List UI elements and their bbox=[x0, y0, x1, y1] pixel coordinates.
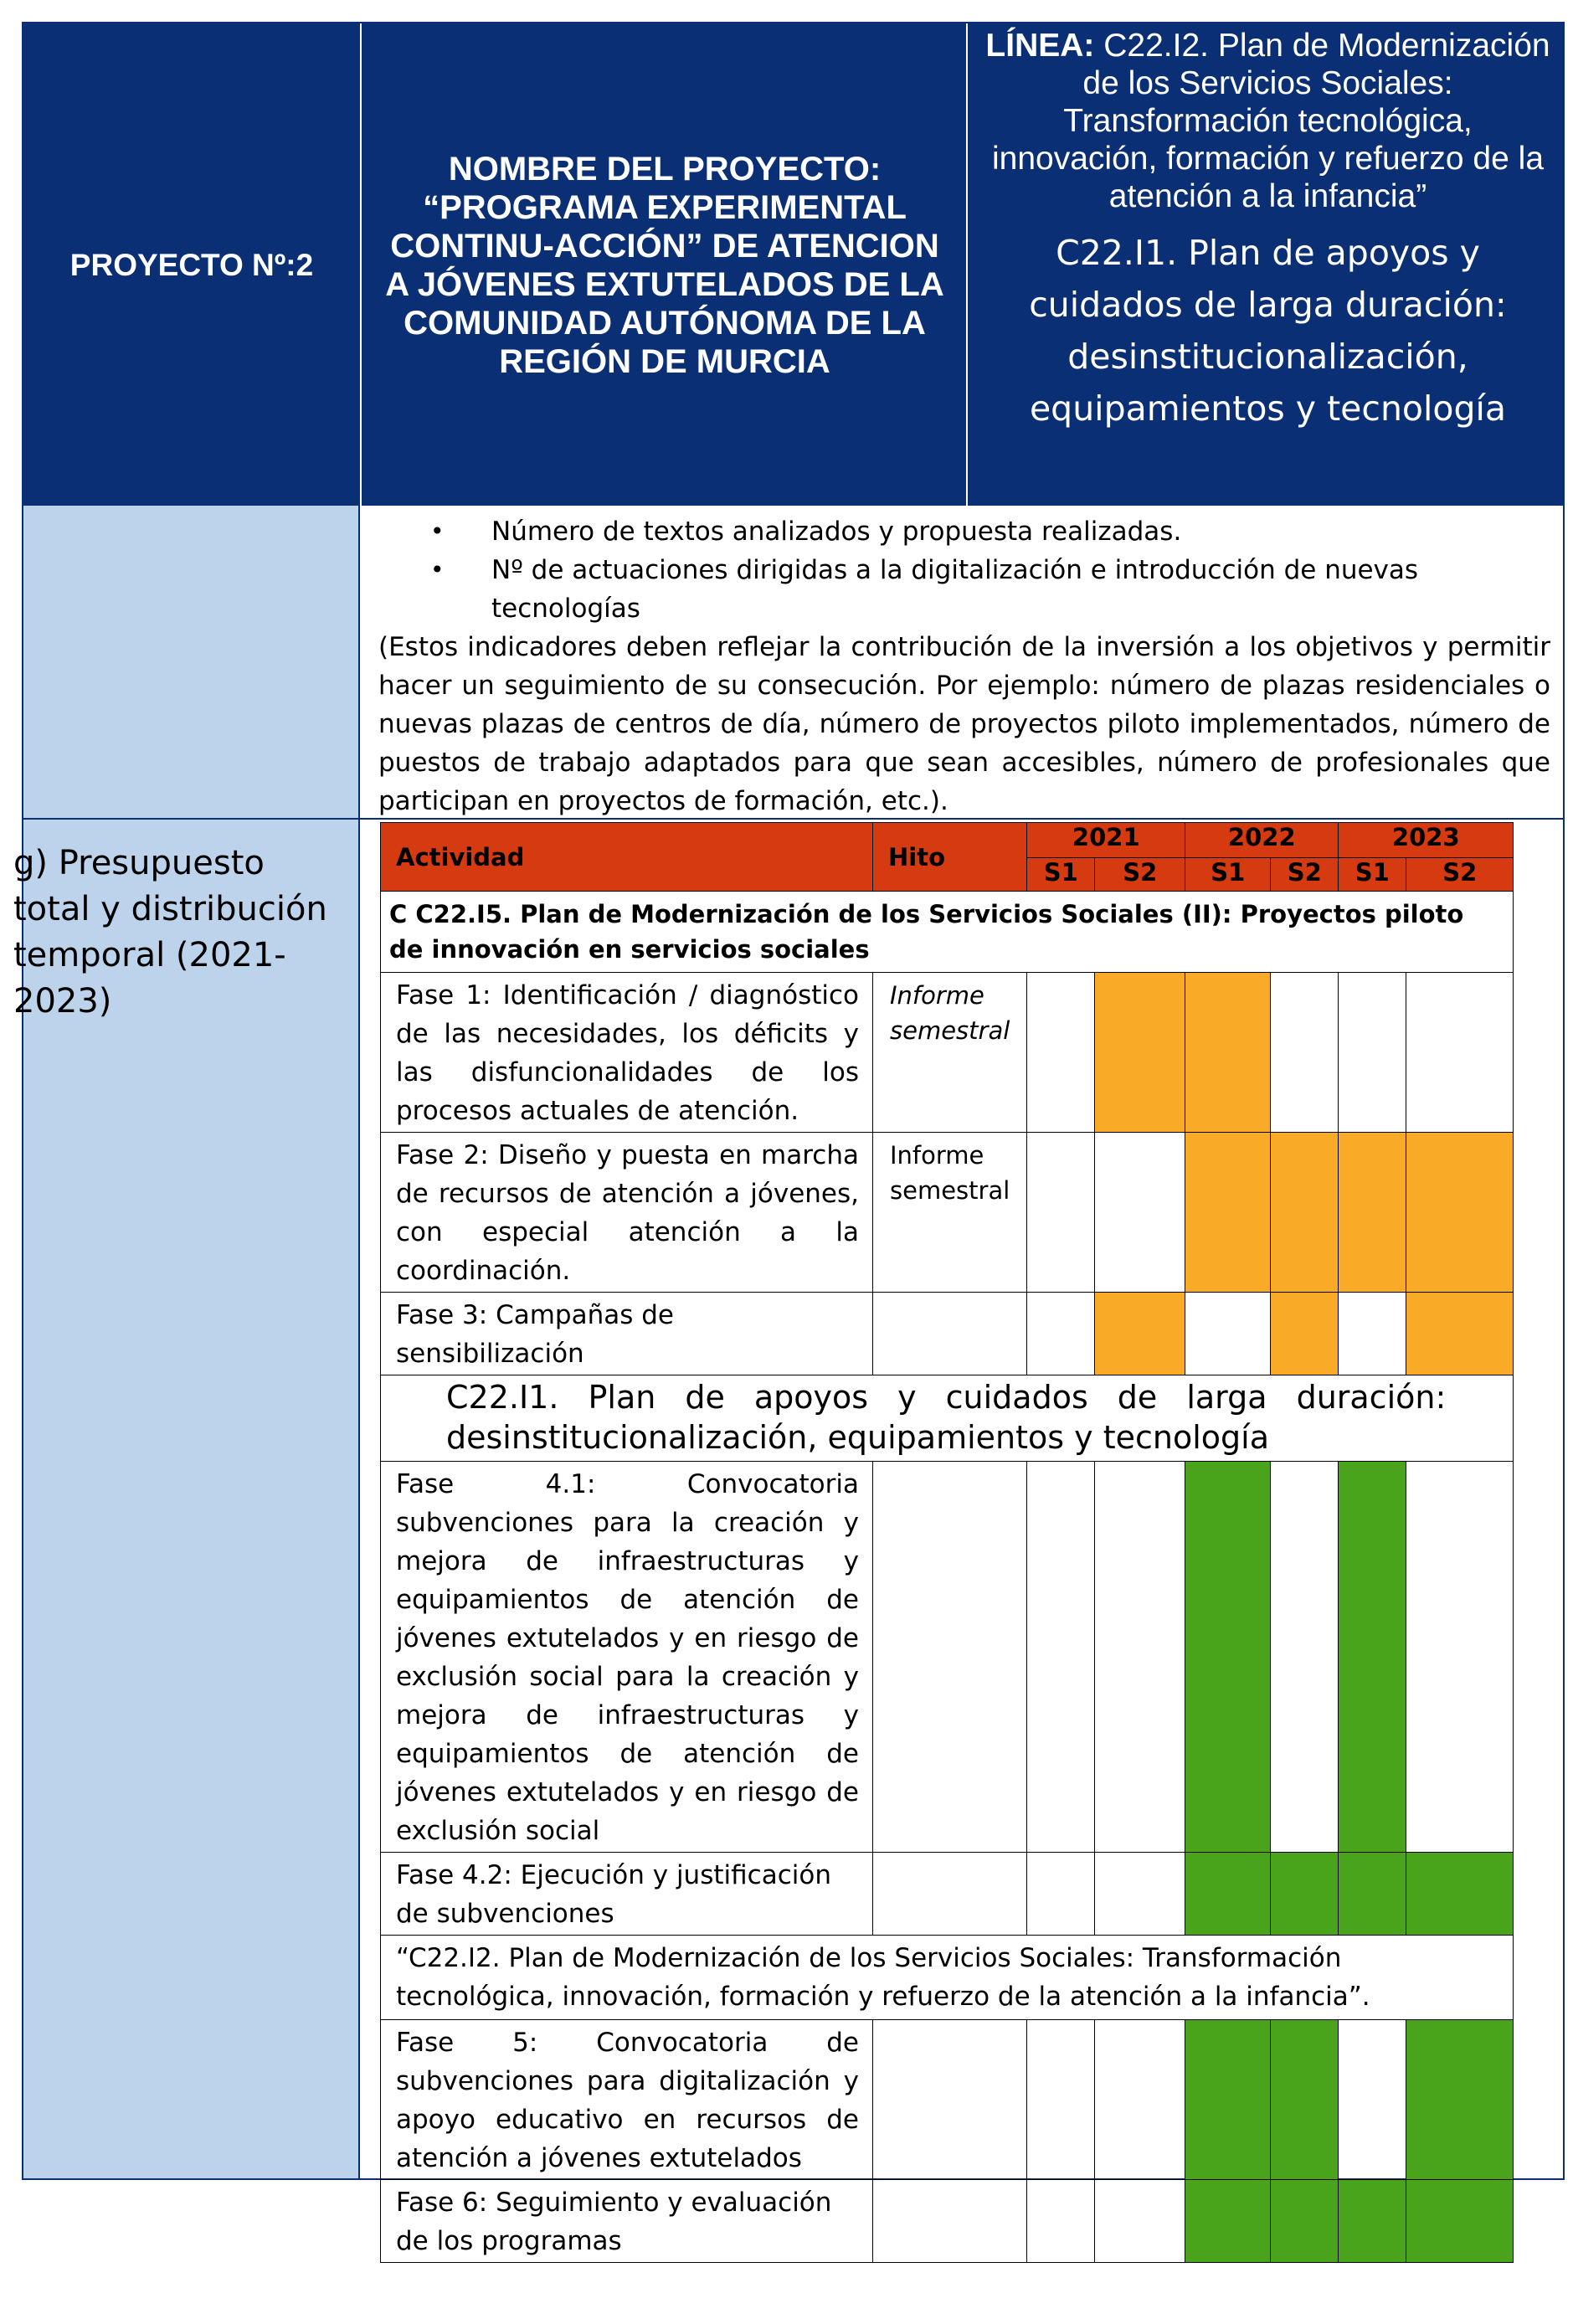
indicator-item: • Nº de actuaciones dirigidas a la digitalización e introducción de nuevas tecnologías bbox=[378, 551, 1550, 628]
semester-cell bbox=[1339, 2180, 1406, 2263]
semester-cell bbox=[1406, 1133, 1514, 1293]
semester-cell bbox=[1406, 1462, 1514, 1853]
semester-cell bbox=[1027, 1133, 1095, 1293]
phase-row bbox=[381, 1462, 1514, 1853]
semester-cell bbox=[1339, 1133, 1406, 1293]
semester-cell bbox=[1095, 1293, 1185, 1375]
semester-cell bbox=[1271, 1462, 1339, 1853]
semester-header: S2 bbox=[1406, 858, 1514, 892]
phase-row bbox=[381, 973, 1514, 1133]
project-name: NOMBRE DEL PROYECTO: “PROGRAMA EXPERIMENTAL CONTINU-ACCIÓN” DE ATENCION A JÓVENES EXTUTELADOS DE LA COMUNIDAD AUTÓNOMA DE LA REGIÓN DE MURCIA bbox=[363, 23, 968, 507]
linea-description: C22.I2. Plan de Modernización de los Servicios Sociales: Transformación tecnológica, innovación, formación y refuerzo de la atención a la infancia” bbox=[991, 28, 1550, 214]
phase-label: Fase 4.1: Convocatoria subvenciones para la creación y mejora de infraestructuras y equipamientos de atención de jóvenes extutelados y en riesgo de exclusión social para la creación y mejora de infraestructuras y equipamientos de atención de jóvenes extutelados y en riesgo de exclusión social bbox=[381, 1462, 873, 1853]
label-column bbox=[22, 506, 360, 2180]
phase-milestone: Informe semestral bbox=[873, 973, 1027, 1133]
semester-header: S1 bbox=[1185, 858, 1271, 892]
gantt-table bbox=[380, 822, 1514, 2263]
section-row: “C22.I2. Plan de Modernización de los Servicios Sociales: Transformación tecnológica, innovación, formación y refuerzo de la atención a la infancia”. bbox=[381, 1936, 1514, 2020]
semester-cell bbox=[1185, 1293, 1271, 1375]
semester-cell bbox=[1095, 1853, 1185, 1936]
phase-label: Fase 5: Convocatoria de subvenciones para digitalización y apoyo educativo en recursos de atención a jóvenes extutelados bbox=[381, 2020, 873, 2180]
linea-label: LÍNEA: bbox=[985, 28, 1095, 64]
year-header: 2022 bbox=[1185, 823, 1339, 858]
project-number: PROYECTO Nº:2 bbox=[23, 23, 362, 507]
semester-cell bbox=[1185, 1462, 1271, 1853]
semester-cell bbox=[1095, 2180, 1185, 2263]
phase-label: Fase 2: Diseño y puesta en marcha de recursos de atención a jóvenes, con especial atención a la coordinación. bbox=[381, 1133, 873, 1293]
phase-row bbox=[381, 1293, 1514, 1375]
phase-label: Fase 3: Campañas de sensibilización bbox=[381, 1293, 873, 1375]
semester-cell bbox=[1185, 973, 1271, 1133]
section-row: C22.I1. Plan de apoyos y cuidados de larga duración: desinstitucionalización, equipamientos y tecnología bbox=[381, 1375, 1514, 1462]
year-header: 2023 bbox=[1339, 823, 1514, 858]
semester-header: S1 bbox=[1027, 858, 1095, 892]
col-header-hito: Hito bbox=[873, 823, 1027, 892]
indicators-list bbox=[378, 512, 1550, 628]
col-header-actividad: Actividad bbox=[381, 823, 873, 892]
semester-cell bbox=[1271, 2020, 1339, 2180]
semester-cell bbox=[1271, 2180, 1339, 2263]
semester-cell bbox=[1339, 1462, 1406, 1853]
phase-row bbox=[381, 1853, 1514, 1936]
linea-text bbox=[984, 27, 1551, 215]
semester-cell bbox=[1095, 1462, 1185, 1853]
semester-cell bbox=[1185, 2180, 1271, 2263]
phase-label: Fase 4.2: Ejecución y justificación de subvenciones bbox=[381, 1853, 873, 1936]
semester-cell bbox=[1339, 2020, 1406, 2180]
semester-cell bbox=[1027, 973, 1095, 1133]
semester-header: S1 bbox=[1339, 858, 1406, 892]
semester-cell bbox=[1339, 973, 1406, 1133]
section-row: C C22.I5. Plan de Modernización de los Servicios Sociales (II): Proyectos piloto de innovación en servicios sociales bbox=[381, 892, 1514, 973]
semester-cell bbox=[1339, 1293, 1406, 1375]
semester-cell bbox=[1406, 1293, 1514, 1375]
semester-cell bbox=[1271, 1133, 1339, 1293]
semester-header: S2 bbox=[1095, 858, 1185, 892]
semester-cell bbox=[1185, 1133, 1271, 1293]
project-line bbox=[969, 23, 1566, 507]
semester-cell bbox=[1095, 973, 1185, 1133]
semester-cell bbox=[1406, 2020, 1514, 2180]
phase-milestone bbox=[873, 1293, 1027, 1375]
phase-label: Fase 6: Seguimiento y evaluación de los programas bbox=[381, 2180, 873, 2263]
semester-cell bbox=[1095, 1133, 1185, 1293]
semester-header: S2 bbox=[1271, 858, 1339, 892]
indicator-item: • Número de textos analizados y propuesta realizadas. bbox=[378, 512, 1550, 551]
semester-cell bbox=[1271, 1293, 1339, 1375]
semester-cell bbox=[1027, 1853, 1095, 1936]
phase-label: Fase 1: Identificación / diagnóstico de las necesidades, los déficits y las disfuncionalidades de los procesos actuales de atención. bbox=[381, 973, 873, 1133]
semester-cell bbox=[1406, 973, 1514, 1133]
project-header bbox=[22, 22, 1565, 506]
phase-row bbox=[381, 2020, 1514, 2180]
plan-text: C22.I1. Plan de apoyos y cuidados de larga duración: desinstitucionalización, equipamientos y tecnología bbox=[1029, 233, 1507, 429]
year-header: 2021 bbox=[1027, 823, 1185, 858]
indicators-block bbox=[378, 512, 1550, 820]
semester-cell bbox=[1339, 1853, 1406, 1936]
phase-milestone bbox=[873, 2180, 1027, 2263]
semester-cell bbox=[1027, 1462, 1095, 1853]
phase-row bbox=[381, 1133, 1514, 1293]
semester-cell bbox=[1271, 973, 1339, 1133]
semester-cell bbox=[1406, 1853, 1514, 1936]
section-g-label: g) Presupuesto total y distribución temporal (2021-2023) bbox=[13, 844, 327, 1021]
semester-cell bbox=[1027, 1293, 1095, 1375]
semester-cell bbox=[1027, 2180, 1095, 2263]
semester-cell bbox=[1406, 2180, 1514, 2263]
phase-milestone bbox=[873, 1853, 1027, 1936]
semester-cell bbox=[1095, 2020, 1185, 2180]
phase-milestone bbox=[873, 1462, 1027, 1853]
semester-cell bbox=[1185, 1853, 1271, 1936]
semester-cell bbox=[1185, 2020, 1271, 2180]
indicators-note: (Estos indicadores deben reflejar la contribución de la inversión a los objetivos y permitir hacer un seguimiento de su consecución. Por ejemplo: número de plazas residenciales o nuevas plazas de centros de día, número de proyectos piloto implementados, número de puestos de trabajo adaptados para que sean accesibles, número de profesionales que participan en proyectos de formación, etc.). bbox=[378, 632, 1550, 816]
phase-row bbox=[381, 2180, 1514, 2263]
semester-cell bbox=[1027, 2020, 1095, 2180]
semester-cell bbox=[1271, 1853, 1339, 1936]
phase-milestone: Informe semestral bbox=[873, 1133, 1027, 1293]
phase-milestone bbox=[873, 2020, 1027, 2180]
